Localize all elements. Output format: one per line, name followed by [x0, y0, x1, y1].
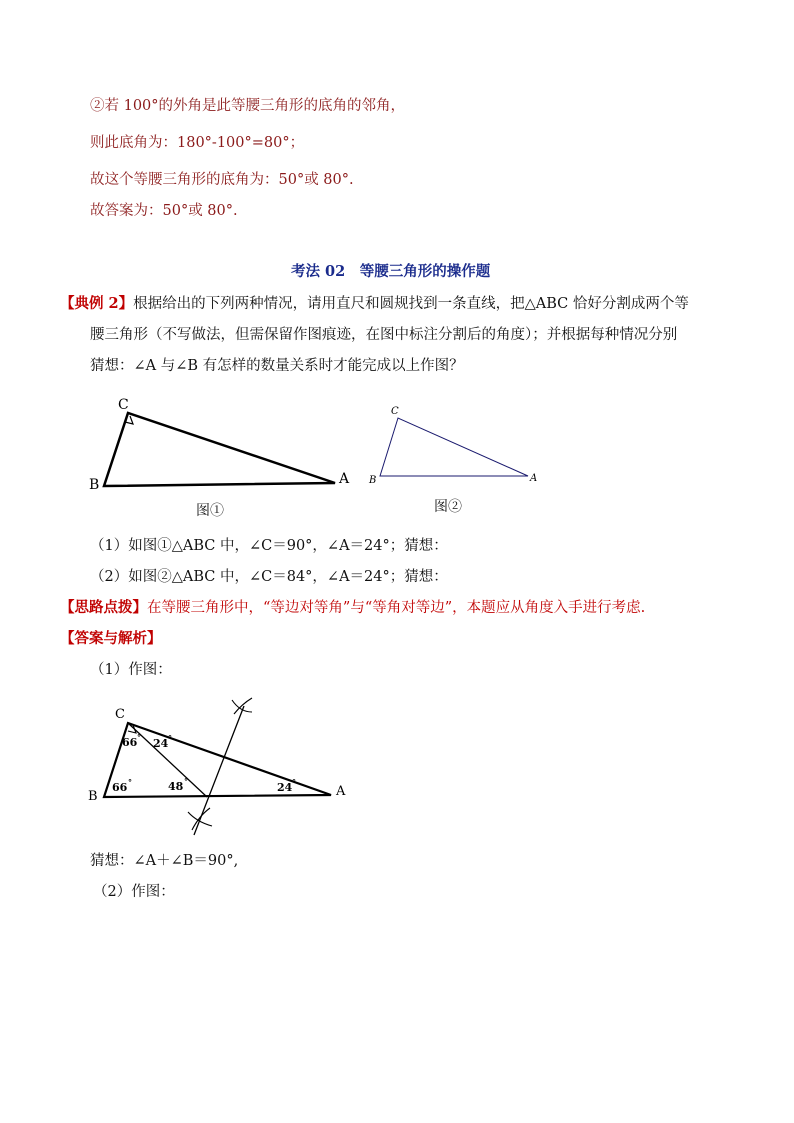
example-line-3: 猜想：∠A 与∠B 有怎样的数量关系时才能完成以上作图？ — [90, 358, 464, 374]
fig3-angle-66-top: 66 — [122, 736, 138, 749]
answer-tag: 【答案与解析】 — [60, 630, 162, 647]
fig2-label-b: B — [369, 475, 377, 486]
fig1-label-a: A — [339, 471, 350, 487]
answer-guess-1: 猜想：∠A＋∠B＝90°, — [90, 853, 239, 869]
solution-line-4: 故答案为：50°或 80°. — [90, 203, 238, 219]
figure-2-caption: 图② — [434, 499, 462, 515]
fig2-label-c: C — [391, 406, 399, 417]
fig1-label-c: C — [118, 397, 129, 413]
example-line-2: 腰三角形（不写做法，但需保留作图痕迹，在图中标注分割后的角度）；并根据每种情况分别 — [90, 327, 678, 343]
hint-tag: 【思路点拨】 — [60, 599, 147, 616]
fig2-label-a: A — [530, 473, 538, 484]
fig3-angle-66-bottom: 66 — [112, 781, 128, 794]
example-text-1: 根据给出的下列两种情况，请用直尺和圆规找到一条直线，把△ABC 恰好分割成两个等 — [133, 296, 689, 312]
section-title: 考法 02 等腰三角形的操作题 — [291, 263, 491, 280]
answer-step-1: （1）作图： — [90, 662, 172, 678]
fig3-degree-1: ° — [137, 732, 141, 742]
fig3-degree-5: ° — [292, 777, 296, 787]
fig3-angle-24-right: 24 — [277, 781, 293, 794]
fig3-label-c: C — [115, 707, 125, 722]
answer-step-2: （2）作图： — [93, 884, 175, 900]
fig3-label-a: A — [336, 784, 346, 799]
question-1: （1）如图①△ABC 中，∠C＝90°，∠A＝24°；猜想： — [90, 538, 448, 554]
fig1-label-b: B — [89, 477, 100, 493]
solution-line-2: 则此底角为：180°-100°=80°； — [90, 135, 305, 151]
fig3-angle-48: 48 — [168, 780, 184, 793]
hint-text: 在等腰三角形中，“等边对等角”与“等角对等边”，本题应从角度入手进行考虑. — [147, 600, 646, 616]
question-2: （2）如图②△ABC 中，∠C＝84°，∠A＝24°；猜想： — [90, 569, 448, 585]
fig3-degree-2: ° — [168, 733, 172, 743]
fig3-label-b: B — [88, 789, 98, 804]
figure-1-caption: 图① — [196, 503, 224, 519]
solution-line-1: ②若 100°的外角是此等腰三角形的底角的邻角， — [90, 98, 406, 114]
example-tag: 【典例 2】 — [60, 295, 134, 312]
fig3-degree-3: ° — [128, 777, 132, 787]
fig3-degree-4: ° — [184, 776, 188, 786]
solution-line-3: 故这个等腰三角形的底角为：50°或 80°. — [90, 172, 354, 188]
fig3-angle-24-top: 24 — [153, 737, 169, 750]
